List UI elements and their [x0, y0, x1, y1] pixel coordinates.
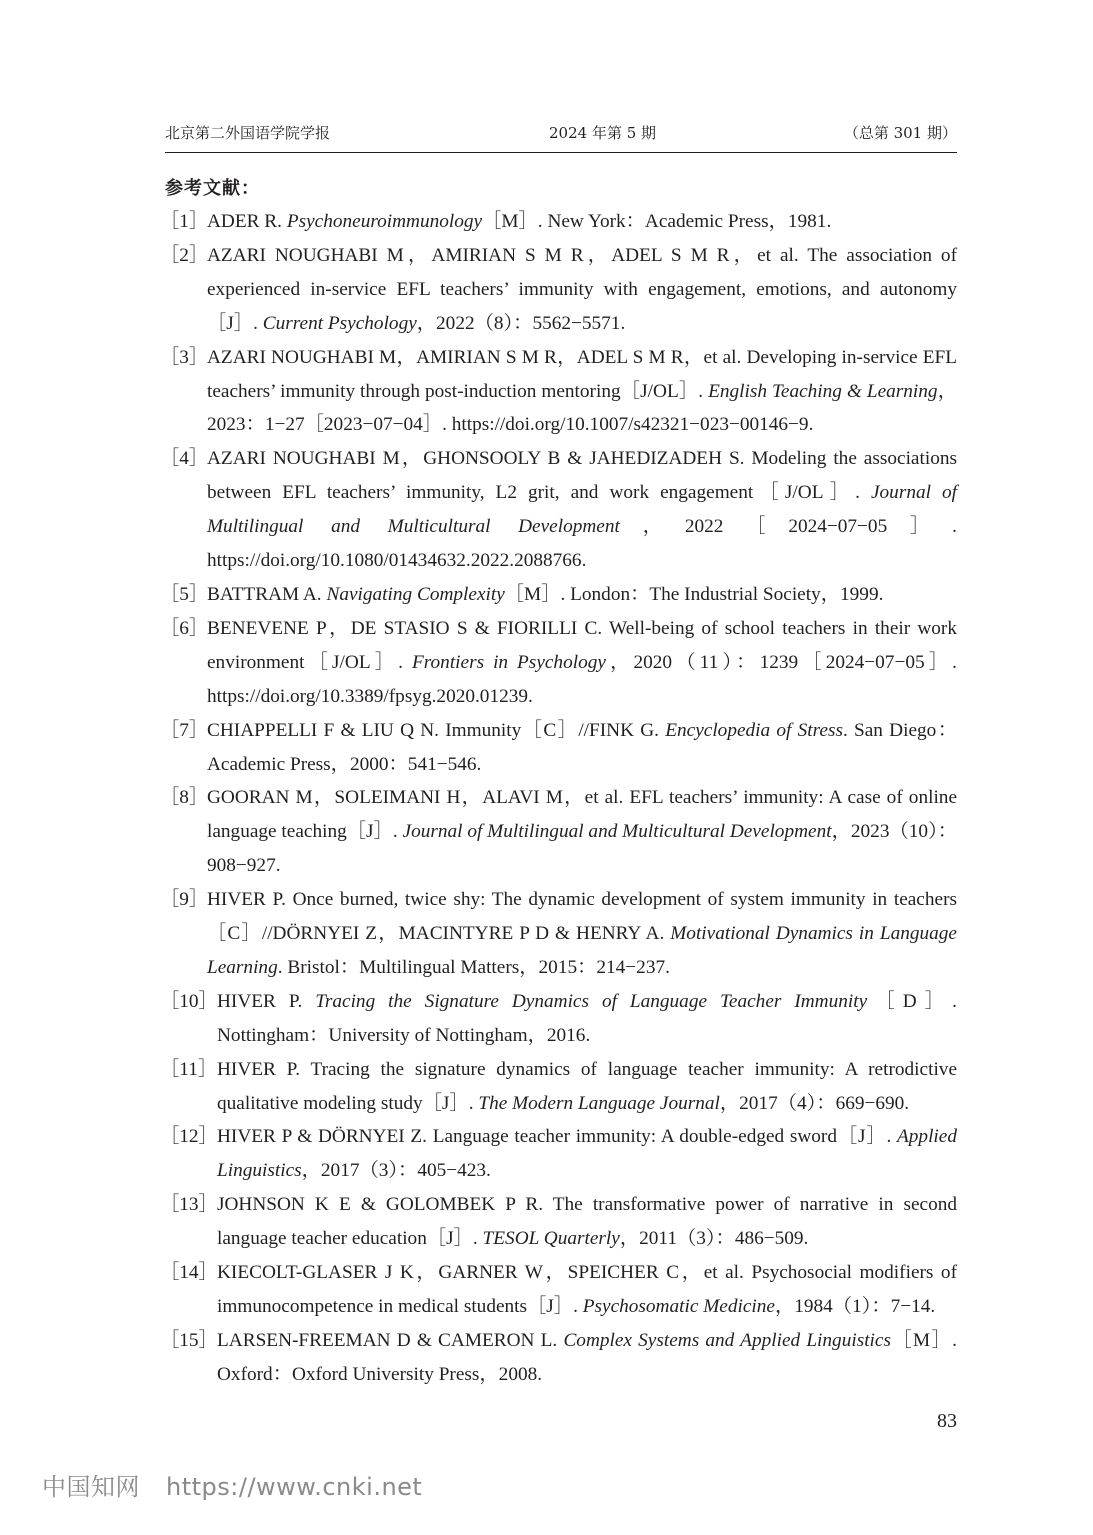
reference-title-italic: Tracing the Signature Dynamics of Language Teacher Immunity — [315, 990, 868, 1012]
reference-number: ［12］ — [160, 1126, 218, 1148]
reference-text-segment: CHIAPPELLI F & LIU Q N. Immunity［C］//FINK G. — [207, 719, 666, 741]
reference-number: ［6］ — [160, 617, 209, 639]
reference-text — [207, 448, 957, 571]
reference-title-italic: Journal of Multilingual and Multicultural Development — [207, 482, 957, 538]
reference-title-italic: Psychosomatic Medicine — [582, 1296, 775, 1317]
reference-text-segment: . San Diego：Academic Press，2000：541−546. — [207, 719, 957, 775]
reference-text — [207, 787, 957, 876]
reference-item — [160, 1120, 957, 1188]
reference-list — [160, 205, 957, 1392]
reference-text — [207, 720, 957, 775]
references-heading: 参考文献： — [165, 178, 260, 199]
reference-number: ［13］ — [160, 1194, 218, 1216]
reference-item — [160, 578, 957, 612]
reference-title-italic: The Modern Language Journal — [478, 1092, 720, 1114]
reference-text — [217, 1126, 957, 1181]
journal-name: 北京第二外国语学院学报 — [165, 124, 331, 142]
reference-title-italic: Motivational Dynamics in Language Learning — [207, 923, 957, 978]
reference-text — [207, 584, 883, 605]
reference-text-segment: ，2023（10）：908−927. — [207, 821, 958, 877]
reference-item — [160, 781, 957, 883]
reference-item — [160, 1188, 957, 1256]
reference-text-segment: GOORAN M，SOLEIMANI H，ALAVI M，et al. EFL teachers’ immunity: A case of online language teaching［J］. — [207, 787, 957, 843]
reference-text-segment: LARSEN-FREEMAN D & CAMERON L. — [217, 1329, 564, 1351]
reference-text — [217, 1330, 957, 1385]
reference-text-segment: BATTRAM A. — [207, 583, 327, 605]
reference-item — [160, 341, 957, 443]
watermark-url: https://www.cnki.net — [166, 1473, 423, 1501]
reference-text-segment: AZARI NOUGHABI M，GHONSOOLY B & JAHEDIZADEH S. Modeling the associations between EFL teachers’ immunity, L2 grit, and work engagement［J/OL］. — [207, 448, 957, 504]
reference-title-italic: TESOL Quarterly — [482, 1228, 620, 1250]
reference-number: ［8］ — [160, 787, 209, 809]
reference-text-segment: ，2017（3）：405−423. — [301, 1160, 491, 1182]
reference-text — [207, 889, 957, 978]
reference-title-italic: Complex Systems and Applied Linguistics — [563, 1329, 891, 1351]
reference-title-italic: English Teaching & Learning — [708, 380, 938, 402]
reference-text-segment: JOHNSON K E & GOLOMBEK P R. The transformative power of narrative in second language teacher education［J］. — [217, 1194, 957, 1250]
page-number: 83 — [937, 1410, 957, 1432]
reference-text-segment: AZARI NOUGHABI M，AMIRIAN S M R，ADEL S M R，et al. Developing in-service EFL teachers’ immunity through post-induction mentoring［J/OL］. — [207, 346, 957, 402]
reference-text-segment: ［M］. London：The Industrial Society，1999. — [504, 583, 884, 605]
reference-text-segment: ［M］. Oxford：Oxford University Press，2008. — [217, 1329, 957, 1385]
reference-number: ［15］ — [160, 1329, 218, 1351]
reference-title-italic: Navigating Complexity — [326, 583, 505, 605]
reference-title-italic: Frontiers in Psychology — [411, 651, 606, 673]
reference-text-segment: ，2020（11）：1239［2024−07−05］. https://doi.org/10.3389/fpsyg.2020.01239. — [207, 651, 957, 707]
reference-number: ［11］ — [160, 1058, 218, 1080]
reference-title-italic: Encyclopedia of Stress — [665, 719, 843, 741]
reference-item — [160, 1324, 957, 1392]
reference-number: ［7］ — [160, 719, 209, 741]
issue-label: 2024 年第 5 期 — [549, 124, 657, 142]
reference-text-segment: ，2022（8）：5562−5571. — [416, 312, 626, 334]
reference-number: ［14］ — [160, 1262, 218, 1284]
cnki-watermark — [42, 1467, 422, 1502]
reference-number: ［2］ — [160, 244, 209, 266]
reference-title-italic: Applied Linguistics — [217, 1126, 957, 1182]
reference-number: ［10］ — [160, 990, 218, 1012]
reference-text — [207, 245, 957, 334]
reference-item — [160, 1256, 957, 1324]
reference-text-segment: HIVER P. Once burned, twice shy: The dynamic development of system immunity in teachers［C］//DÖRNYEI Z，MACINTYRE P D & HENRY A. — [207, 889, 957, 945]
reference-text-segment: KIECOLT-GLASER J K，GARNER W，SPEICHER C，et al. Psychosocial modifiers of immunocompetence in medical students［J］. — [217, 1262, 957, 1317]
reference-item — [160, 612, 957, 714]
running-head — [165, 120, 957, 150]
reference-text-segment: HIVER P. Tracing the signature dynamics of language teacher immunity: A retrodictive qualitative modeling study［J］. — [217, 1058, 957, 1114]
reference-number: ［3］ — [160, 346, 209, 368]
watermark-brand: 中国知网 — [42, 1473, 140, 1501]
reference-number: ［9］ — [160, 889, 209, 911]
header-rule — [165, 152, 957, 153]
serial-issue-label: （总第 301 期） — [843, 124, 957, 142]
reference-text-segment: AZARI NOUGHABI M，AMIRIAN S M R，ADEL S M R，et al. The association of experienced in-service EFL teachers’ immunity with engagement, emotions, and autonomy［J］. — [207, 244, 957, 334]
reference-text — [207, 211, 831, 232]
reference-item — [160, 442, 957, 578]
reference-text-segment: ［M］. New York：Academic Press，1981. — [482, 211, 832, 232]
reference-text-segment: ，2011（3）：486−509. — [619, 1228, 809, 1250]
reference-title-italic: Psychoneuroimmunology — [286, 211, 483, 232]
reference-text-segment: HIVER P. — [217, 990, 316, 1012]
reference-text-segment: ，1984（1）：7−14. — [774, 1296, 936, 1317]
reference-text — [207, 347, 957, 436]
reference-text-segment: ，2022［2024−07−05］. https://doi.org/10.1080/01434632.2022.2088766. — [207, 516, 957, 572]
reference-title-italic: Current Psychology — [262, 312, 417, 334]
reference-item — [160, 985, 957, 1053]
reference-item — [160, 883, 957, 985]
reference-item — [160, 239, 957, 341]
reference-text-segment: ，2017（4）：669−690. — [719, 1092, 910, 1114]
reference-text-segment: ADER R. — [207, 211, 287, 232]
reference-text-segment: ，2023：1−27［2023−07−04］. https://doi.org/10.1007/s42321−023−00146−9. — [207, 380, 957, 436]
reference-text — [217, 1262, 957, 1317]
reference-text — [217, 1194, 957, 1249]
reference-item — [160, 714, 957, 782]
reference-title-italic: Journal of Multilingual and Multicultural Development — [402, 821, 832, 843]
reference-text-segment: ［D］. Nottingham：University of Nottingham，2016. — [217, 990, 957, 1046]
reference-item — [160, 205, 957, 239]
reference-text-segment: BENEVENE P，DE STASIO S & FIORILLI C. Well-being of school teachers in their work environment［J/OL］. — [207, 617, 957, 673]
reference-text — [217, 991, 957, 1046]
reference-text — [217, 1059, 957, 1114]
reference-text-segment: HIVER P & DÖRNYEI Z. Language teacher immunity: A double-edged sword［J］. — [217, 1126, 898, 1148]
reference-item — [160, 1053, 957, 1121]
reference-text — [207, 618, 957, 707]
reference-number: ［4］ — [160, 448, 209, 470]
reference-text-segment: . Bristol：Multilingual Matters，2015：214−237. — [277, 956, 670, 978]
reference-number: ［1］ — [160, 211, 209, 232]
reference-number: ［5］ — [160, 583, 209, 605]
